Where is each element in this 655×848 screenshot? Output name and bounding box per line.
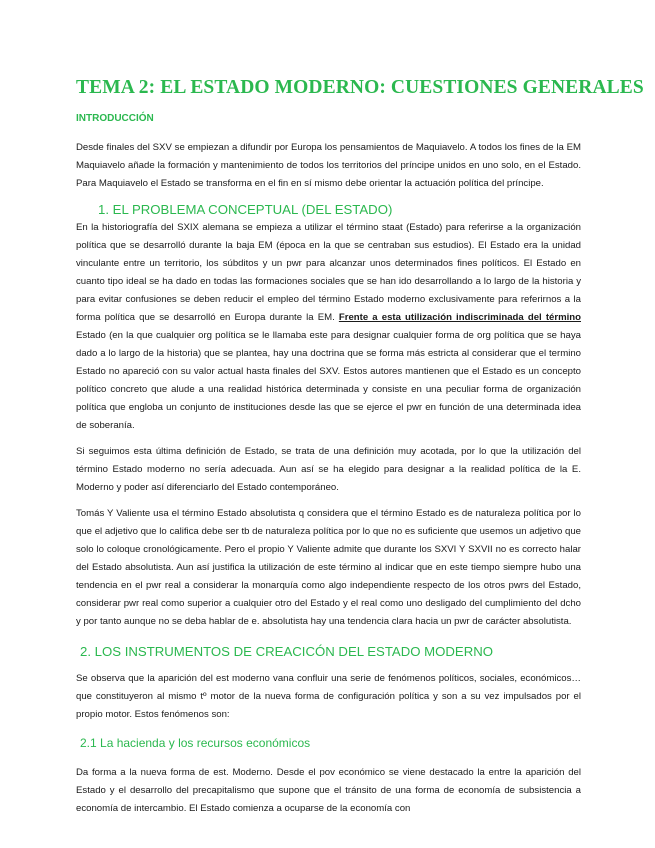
section-1-heading: 1. EL PROBLEMA CONCEPTUAL (DEL ESTADO) (98, 202, 393, 217)
section-1-p1-emphasis: Frente a esta utilización indiscriminada del término (338, 312, 581, 323)
section-1-p1-text-b: Estado (en la que cualquier org política se le llamaba este para designar cualquier forma de org política que se haya dado a lo largo de la historia) que se plantea, hay una doctrina que se forma más estricta al considerar que el termino Estado no apareció con su valor actual hasta finales del SXV. Estos autores mantienen que el Estado es un concepto político concreto que alude a una realidad histórica determinada y consiste en una peculiar forma de organización política que engloba un conjunto de instituciones desde las que se ejerce el pwr en función de una determinada idea de soberanía. (76, 330, 581, 431)
section-1-paragraph-1 (76, 219, 581, 435)
section-1-p1-text-a: En la historiografía del SXIX alemana se empieza a utilizar el término staat (Estado) para referirse a la organización política que se desarrolló durante la baja EM (época en la que se centraban sus estudios). El Estado era la unidad vinculante entre un territorio, los súbditos y un pwr para alcanzar unos determinados fines políticos. El Estado en cuanto tipo ideal se ha dado en todas las formaciones sociales que se han ido desarrollando a lo largo de la historia y para evitar confusiones se deben reducir el empleo del término Estado moderno exclusivamente para referirnos a la forma política que se desarrolló en Europa durante la EM. (76, 222, 581, 323)
section-1-paragraph-3: Tomás Y Valiente usa el término Estado absolutista q considera que el término Estado es de naturaleza política por lo que el adjetivo que lo califica debe ser tb de naturaleza política por lo que no es suficiente que usemos un adjetivo que solo lo coloque cronológicamente. Pero el propio Y Valiente admite que durante los SXVI Y SXVII no es correcto halar del Estado absolutista. Aun así justifica la utilización de este término al indicar que en este tiempo siempre hubo una tendencia en el pwr real a considerar la monarquía como algo independiente respecto de los otros pwrs del Estado, considerar pwr real como superior a cualquier otro del Estado y el real como uno desligado del cumplimiento del dcho y por tanto aunque no se deba hablar de e. absolutista hay una tendencia clara hacia un pwr de carácter absolutista. (76, 508, 581, 627)
intro-heading: INTRODUCCIÓN (76, 113, 154, 124)
subsection-2-1-heading: 2.1 La hacienda y los recursos económicos (80, 736, 311, 750)
section-1-paragraph-2: Si seguimos esta última definición de Estado, se trata de una definición muy acotada, por lo que la utilización del término Estado moderno no sería adecuada. Aun así se ha elegido para designar a la realidad política de la E. Moderno y poder así diferenciarlo del Estado contemporáneo. (76, 446, 581, 493)
section-2-paragraph-1: Se observa que la aparición del est moderno vana confluir una serie de fenómenos políticos, sociales, económicos… que constituyeron al mismo tº motor de la nueva forma de configuración política y son a su vez impulsados por el propio motor. Estos fenómenos son: (76, 673, 581, 720)
section-2-heading: 2. LOS INSTRUMENTOS DE CREACICÓN DEL ESTADO MODERNO (80, 644, 494, 659)
intro-paragraph: Desde finales del SXV se empiezan a difundir por Europa los pensamientos de Maquiavelo. A todos los fines de la EM Maquiavelo añade la formación y mantenimiento de todos los territorios del príncipe unidos en uno solo, en el Estado. Para Maquiavelo el Estado se transforma en el fin en sí mismo debe orientar la actuación política del príncipe. (76, 142, 581, 189)
subsection-2-1-paragraph: Da forma a la nueva forma de est. Moderno. Desde el pov económico se viene destacado la entre la aparición del Estado y el desarrollo del precapitalismo que supone que el tránsito de una forma de economía de subsistencia a economía de intercambio. El Estado comienza a ocuparse de la economía con (76, 767, 581, 814)
page-title: TEMA 2: EL ESTADO MODERNO: CUESTIONES GENERALES (76, 77, 644, 98)
